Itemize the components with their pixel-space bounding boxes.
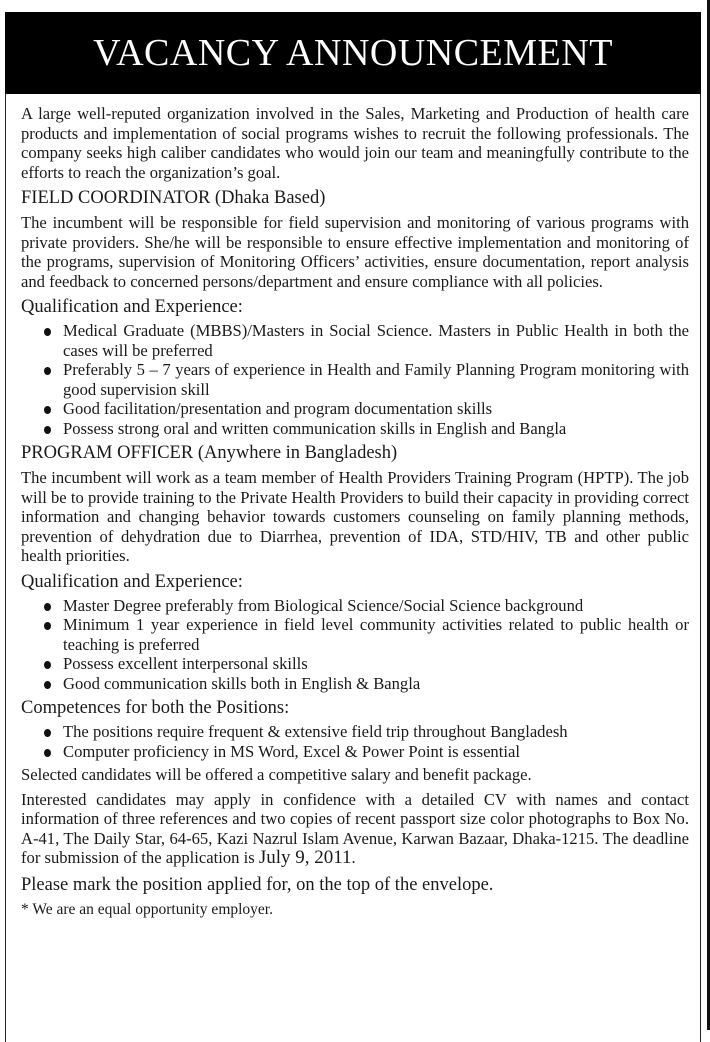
qualification-heading: Qualification and Experience:	[21, 297, 243, 317]
bullet-icon	[44, 749, 51, 757]
bullet-icon	[44, 661, 51, 669]
page-title: VACANCY ANNOUNCEMENT	[93, 32, 613, 74]
position-field-coordinator	[21, 187, 689, 438]
bullet-icon	[44, 729, 51, 737]
bullet-icon	[44, 328, 51, 336]
position-description: The incumbent will work as a team member of Health Providers Training Program (HPTP). The job will be to provide training to the Private Health Providers to build their capacity in providing correct information and changing behavior towards customers counseling on family planning methods, prevention of dehydration due to Diarrhea, prevention of IDA, STD/HIV, TB and other public health priorities.	[21, 468, 689, 565]
equal-opportunity-note: * We are an equal opportunity employer.	[21, 900, 273, 918]
position-description: The incumbent will be responsible for field supervision and monitoring of various programs with private providers. She/he will be responsible to ensure effective implementation and monitoring of the programs, supervision of Monitoring Officers’ activities, ensure documentation, report analysis and feedback to concerned persons/department and ensure compliance with all policies.	[21, 213, 689, 291]
bullet-icon	[44, 406, 51, 414]
list-item: Master Degree preferably from Biological Science/Social Science background	[21, 596, 689, 616]
application-instructions: Interested candidates may apply in confidence with a detailed CV with names and contact information of three references and two copies of recent passport size color photographs to Box No. A-41, The Daily Star, 64-65, Kazi Nazrul Islam Avenue, Karwan Bazaar, Dhaka-1215. The deadline for submission of the application is July 9, 2011.	[21, 789, 689, 868]
list-item: The positions require frequent & extensive field trip throughout Bangladesh	[21, 722, 689, 742]
deadline-date: July 9, 2011	[258, 847, 352, 868]
qualification-heading: Qualification and Experience:	[21, 571, 243, 592]
list-item: Preferably 5 – 7 years of experience in Health and Family Planning Program monitoring with good supervision skill	[21, 360, 689, 399]
announcement-body	[21, 104, 689, 919]
list-item: Good communication skills both in English & Bangla	[21, 674, 689, 694]
list-item: Medical Graduate (MBBS)/Masters in Social Science. Masters in Public Health in both the cases will be preferred	[21, 321, 689, 360]
competences-list	[21, 722, 689, 761]
position-program-officer	[21, 442, 689, 693]
bullet-icon	[44, 681, 51, 689]
salary-note: Selected candidates will be offered a competitive salary and benefit package.	[21, 765, 532, 784]
list-item: Minimum 1 year experience in field level community activities related to public health or teaching is preferred	[21, 615, 689, 654]
intro-paragraph: A large well-reputed organization involved in the Sales, Marketing and Production of health care products and implementation of social programs wishes to recruit the following professionals. The company seeks high caliber candidates who would join our team and meaningfully contribute to the efforts to reach the organization’s goal.	[21, 104, 689, 182]
list-item: Possess excellent interpersonal skills	[21, 654, 689, 674]
position-title: FIELD COORDINATOR (Dhaka Based)	[21, 188, 326, 208]
list-item: Possess strong oral and written communication skills in English and Bangla	[21, 419, 689, 439]
competences-section	[21, 697, 689, 761]
bullet-icon	[44, 622, 51, 630]
qualification-list	[21, 321, 689, 438]
competences-heading: Competences for both the Positions:	[21, 698, 290, 718]
bullet-icon	[44, 426, 51, 434]
bullet-icon	[44, 603, 51, 611]
envelope-note: Please mark the position applied for, on the top of the envelope.	[21, 874, 494, 895]
title-banner	[5, 12, 701, 94]
list-item: Good facilitation/presentation and program documentation skills	[21, 399, 689, 419]
position-title: PROGRAM OFFICER (Anywhere in Bangladesh)	[21, 443, 398, 463]
bullet-icon	[44, 367, 51, 375]
list-item: Computer proficiency in MS Word, Excel & Power Point is essential	[21, 742, 689, 762]
qualification-list	[21, 596, 689, 694]
